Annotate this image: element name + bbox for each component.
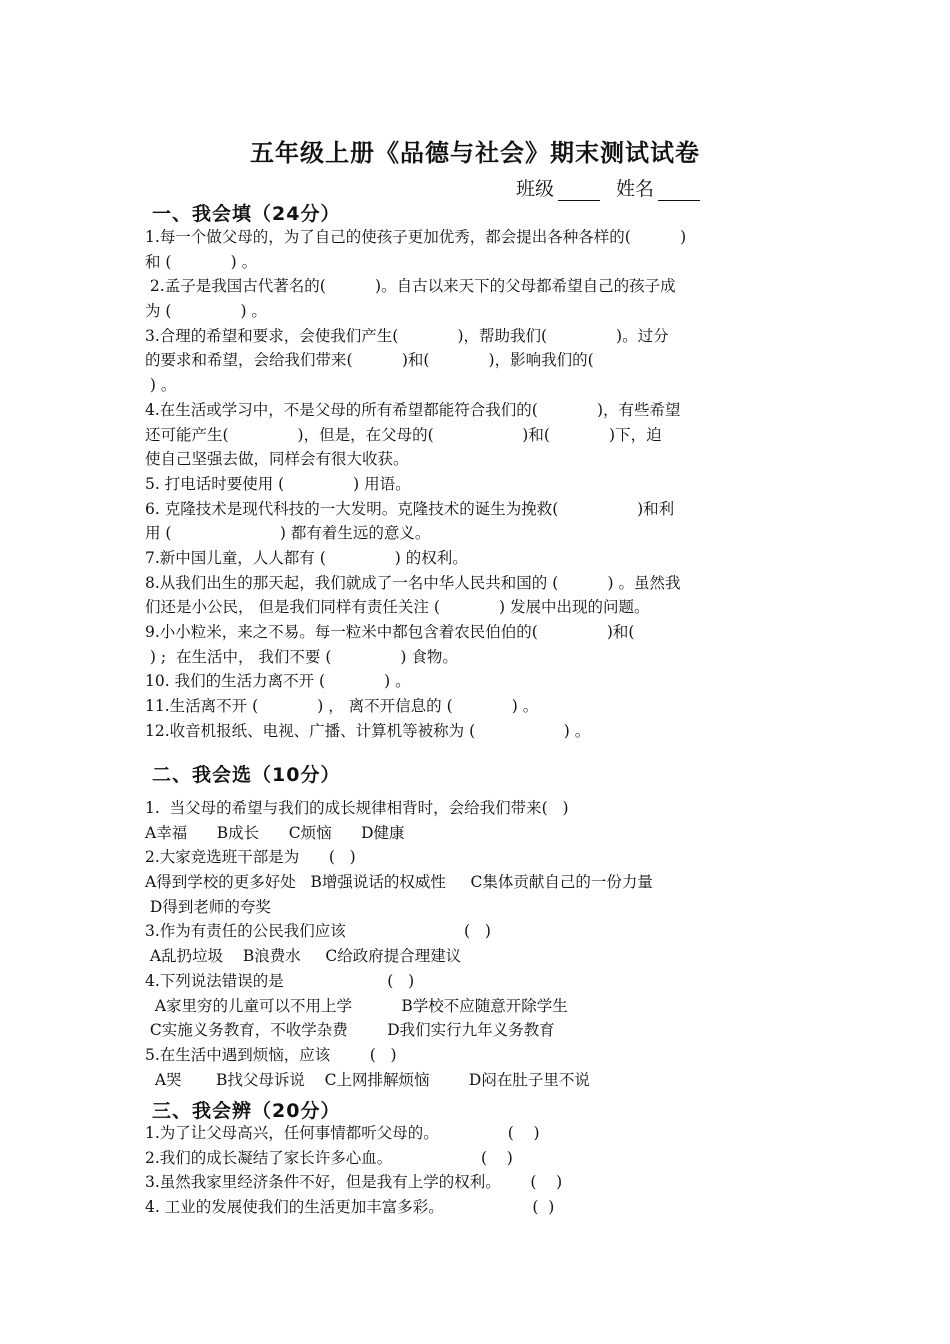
section-1-heading: 一、我会填（24分） (152, 203, 341, 225)
question-line: 使自己坚强去做，同样会有很大收获。 (145, 450, 409, 469)
question-line: 1. 当父母的希望与我们的成长规律相背时，会给我们带来( ) (145, 799, 569, 817)
name-label: 姓名 (616, 178, 655, 200)
question-line: 11.生活离不开 ( ) ， 离不开信息的 ( ) 。 (145, 697, 539, 716)
section-3-heading: 三、我会辨（20分） (152, 1100, 341, 1122)
class-name-line (516, 174, 716, 201)
question-line: 7.新中国儿童，人人都有 ( ) 的权利。 (145, 548, 468, 567)
question-line: 2.大家竞选班干部是为 ( ) (145, 848, 356, 867)
question-line: 10. 我们的生活力离不开 ( ) 。 (145, 672, 411, 691)
option-line: A得到学校的更多好处 B增强说话的权威性 C集体贡献自己的一份力量 (145, 873, 653, 892)
option-line: C实施义务教育，不收学杂费 D我们实行九年义务教育 (145, 1021, 555, 1040)
question-line: ) 。 (145, 376, 177, 395)
option-line: D得到老师的夸奖 (145, 897, 271, 916)
question-line: 3.作为有责任的公民我们应该 ( ) (145, 922, 491, 941)
class-blank (558, 182, 600, 201)
question-line: 12.收音机报纸、电视、广播、计算机等被称为 ( ) 。 (145, 721, 591, 740)
question-line: 9.小小粒米，来之不易。每一粒米中都包含着农民伯伯的( )和( (145, 623, 635, 641)
question-line: 4.下列说法错误的是 ( ) (145, 971, 415, 990)
section-2-body (145, 796, 807, 1092)
question-line: 2.孟子是我国古代著名的( )。自古以来天下的父母都希望自己的孩子成 (145, 277, 676, 296)
question-line: 3.虽然我家里经济条件不好，但是我有上学的权利。 ( ) (145, 1173, 563, 1192)
option-line: A哭 B找父母诉说 C上网排解烦恼 D闷在肚子里不说 (145, 1070, 590, 1089)
section-2-heading: 二、我会选（10分） (152, 764, 341, 786)
question-line: 用 ( ) 都有着生远的意义。 (145, 524, 431, 543)
question-line: ) ; 在生活中， 我们不要 ( ) 食物。 (145, 647, 458, 666)
question-line: 1.为了让父母高兴，任何事情都听父母的。 ( ) (145, 1124, 540, 1142)
question-line: 3.合理的希望和要求，会使我们产生( )，帮助我们( )。过分 (145, 326, 669, 345)
question-line: 6. 克隆技术是现代科技的一大发明。克隆技术的诞生为挽救( )和利 (145, 499, 675, 518)
question-line: 8.从我们出生的那天起，我们就成了一名中华人民共和国的 ( ) 。虽然我 (145, 573, 681, 592)
question-line: 5.在生活中遇到烦恼，应该 ( ) (145, 1045, 397, 1064)
question-line: 们还是小公民， 但是我们同样有责任关注 ( ) 发展中出现的问题。 (145, 598, 650, 617)
question-line: 5. 打电话时要使用 ( ) 用语。 (145, 474, 411, 493)
option-line: A幸福 B成长 C烦恼 D健康 (145, 823, 405, 842)
exam-title: 五年级上册《品德与社会》期末测试试卷 (250, 139, 700, 167)
question-line: 2.我们的成长凝结了家长许多心血。 ( ) (145, 1148, 513, 1167)
question-line: 还可能产生( )，但是，在父母的( )和( )下，迫 (145, 425, 662, 444)
section-3-body (145, 1121, 807, 1220)
section-1-body (145, 225, 807, 743)
option-line: A家里穷的儿童可以不用上学 B学校不应随意开除学生 (145, 996, 568, 1015)
question-line: 4.在生活或学习中，不是父母的所有希望都能符合我们的( )，有些希望 (145, 400, 681, 419)
option-line: A乱扔垃圾 B浪费水 C给政府提合理建议 (145, 947, 462, 966)
question-line: 和 ( ) 。 (145, 252, 258, 271)
question-line: 4. 工业的发展使我们的生活更加丰富多彩。 ( ) (145, 1198, 555, 1217)
question-line: 1.每一个做父母的，为了自己的使孩子更加优秀，都会提出各种各样的( ) (145, 228, 687, 246)
name-blank (658, 182, 700, 201)
question-line: 为 ( ) 。 (145, 302, 267, 321)
class-label: 班级 (516, 178, 555, 200)
question-line: 的要求和希望，会给我们带来( )和( )，影响我们的( (145, 351, 594, 370)
